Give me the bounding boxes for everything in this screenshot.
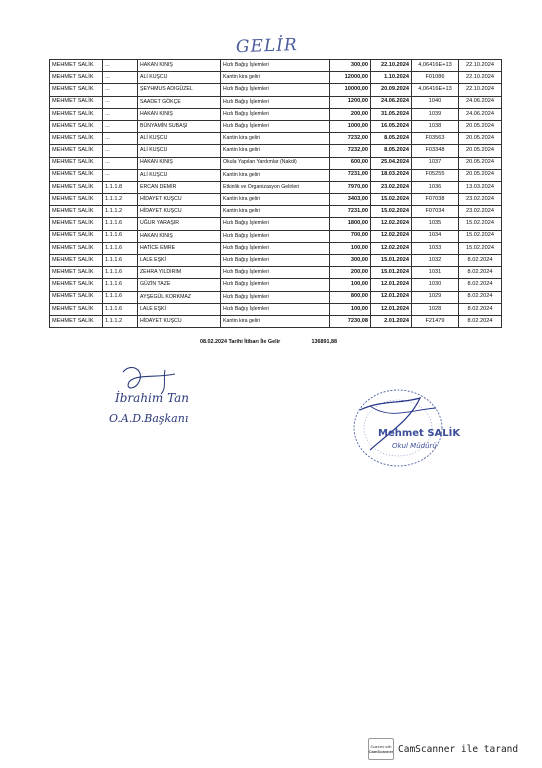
cell-record-date: 20.05.2024 xyxy=(459,120,502,132)
cell-record-date: 24.06.2024 xyxy=(459,96,502,108)
cell-name: MEHMET SALİK xyxy=(50,279,103,291)
table-row xyxy=(50,145,502,157)
cell-name: MEHMET SALİK xyxy=(50,267,103,279)
table-row xyxy=(50,157,502,169)
cell-payer: SAADET GÖKÇE xyxy=(138,96,221,108)
cell-amount: 100,00 xyxy=(330,242,371,254)
cell-name: MEHMET SALİK xyxy=(50,230,103,242)
total-line xyxy=(200,339,400,345)
cell-account-code: 1.1.1.6 xyxy=(103,242,138,254)
cell-description: Hızlı Bağış İşlemleri xyxy=(221,242,330,254)
table-row xyxy=(50,206,502,218)
cell-date: 15.02.2024 xyxy=(371,206,412,218)
cell-date: 24.06.2024 xyxy=(371,96,412,108)
cell-amount: 7231,00 xyxy=(330,169,371,181)
cell-record-date: 20.05.2024 xyxy=(459,157,502,169)
cell-name: MEHMET SALİK xyxy=(50,206,103,218)
left-signature-title: O.A.D.Başkanı xyxy=(109,412,189,425)
cell-record-date: 8.02.2024 xyxy=(459,279,502,291)
cell-amount: 100,00 xyxy=(330,279,371,291)
cell-record-date: 22.10.2024 xyxy=(459,60,502,72)
cell-account-code: ... xyxy=(103,108,138,120)
cell-payer: GÜZİN TAZE xyxy=(138,279,221,291)
cell-description: Kantin kira geliri xyxy=(221,133,330,145)
cell-receipt-no: F07038 xyxy=(412,194,459,206)
cell-amount: 1000,00 xyxy=(330,120,371,132)
cell-payer: HİDAYET KUŞCU xyxy=(138,315,221,327)
cell-receipt-no: 1033 xyxy=(412,242,459,254)
cell-record-date: 15.02.2024 xyxy=(459,218,502,230)
left-signature-name: İbrahim Tan xyxy=(115,391,190,405)
cell-name: MEHMET SALİK xyxy=(50,72,103,84)
cell-amount: 300,00 xyxy=(330,255,371,267)
table-row xyxy=(50,291,502,303)
cell-name: MEHMET SALİK xyxy=(50,84,103,96)
cell-name: MEHMET SALİK xyxy=(50,218,103,230)
income-table-body xyxy=(50,60,502,328)
cell-receipt-no: 1038 xyxy=(412,120,459,132)
cell-payer: HAKAN KINIŞ xyxy=(138,60,221,72)
cell-receipt-no: F03563 xyxy=(412,133,459,145)
cell-amount: 7232,00 xyxy=(330,133,371,145)
cell-payer: HAKAN KINIŞ xyxy=(138,157,221,169)
handwritten-title: GELİR xyxy=(235,35,299,58)
seal-title: Okul Müdürü xyxy=(392,442,437,450)
cell-record-date: 8.02.2024 xyxy=(459,267,502,279)
cell-date: 8.05.2024 xyxy=(371,145,412,157)
cell-name: MEHMET SALİK xyxy=(50,96,103,108)
cell-account-code: ... xyxy=(103,169,138,181)
cell-date: 18.03.2024 xyxy=(371,169,412,181)
cell-receipt-no: 1034 xyxy=(412,230,459,242)
cell-record-date: 8.02.2024 xyxy=(459,315,502,327)
logo-bottom-text: CamScanner xyxy=(368,748,394,754)
cell-account-code: ... xyxy=(103,96,138,108)
cell-receipt-no: 1035 xyxy=(412,218,459,230)
cell-payer: ERCAN DEMİR xyxy=(138,181,221,193)
cell-description: Hızlı Bağış İşlemleri xyxy=(221,230,330,242)
cell-account-code: 1.1.1.6 xyxy=(103,291,138,303)
cell-name: MEHMET SALİK xyxy=(50,145,103,157)
cell-name: MEHMET SALİK xyxy=(50,315,103,327)
cell-payer: ŞEYHMUS ADIGÜZEL xyxy=(138,84,221,96)
cell-name: MEHMET SALİK xyxy=(50,255,103,267)
cell-receipt-no: 4,06416E+13 xyxy=(412,60,459,72)
cell-record-date: 20.05.2024 xyxy=(459,169,502,181)
table-row xyxy=(50,84,502,96)
cell-account-code: 1.1.1.2 xyxy=(103,206,138,218)
cell-receipt-no: 1037 xyxy=(412,157,459,169)
cell-payer: ALİ KUŞCU xyxy=(138,145,221,157)
cell-amount: 600,00 xyxy=(330,157,371,169)
cell-description: Okula Yapılan Yardımlar (Nakdi) xyxy=(221,157,330,169)
cell-receipt-no: F05255 xyxy=(412,169,459,181)
cell-payer: ALİ KUŞCU xyxy=(138,169,221,181)
cell-name: MEHMET SALİK xyxy=(50,120,103,132)
cell-description: Etkinlik ve Organizasyon Gelirleri xyxy=(221,181,330,193)
cell-date: 25.04.2024 xyxy=(371,157,412,169)
table-row xyxy=(50,194,502,206)
table-row xyxy=(50,315,502,327)
cell-receipt-no: 1036 xyxy=(412,181,459,193)
cell-name: MEHMET SALİK xyxy=(50,303,103,315)
table-row xyxy=(50,120,502,132)
cell-account-code: 1.1.1.2 xyxy=(103,194,138,206)
table-row xyxy=(50,169,502,181)
cell-name: MEHMET SALİK xyxy=(50,291,103,303)
cell-account-code: 1.1.1.6 xyxy=(103,303,138,315)
cell-name: MEHMET SALİK xyxy=(50,194,103,206)
table-row xyxy=(50,133,502,145)
cell-date: 20.09.2024 xyxy=(371,84,412,96)
cell-payer: LALE EŞKİ xyxy=(138,255,221,267)
cell-record-date: 13.03.2024 xyxy=(459,181,502,193)
cell-record-date: 22.10.2024 xyxy=(459,72,502,84)
cell-record-date: 24.06.2024 xyxy=(459,108,502,120)
cell-payer: AYŞEGÜL KORKMAZ xyxy=(138,291,221,303)
cell-receipt-no: F21479 xyxy=(412,315,459,327)
cell-name: MEHMET SALİK xyxy=(50,157,103,169)
cell-date: 15.02.2024 xyxy=(371,194,412,206)
cell-amount: 7232,00 xyxy=(330,145,371,157)
cell-payer: HAKAN KINIŞ xyxy=(138,108,221,120)
cell-description: Hızlı Bağış İşlemleri xyxy=(221,84,330,96)
cell-amount: 700,00 xyxy=(330,230,371,242)
cell-amount: 3403,00 xyxy=(330,194,371,206)
cell-description: Hızlı Bağış İşlemleri xyxy=(221,267,330,279)
income-table xyxy=(49,59,502,328)
cell-description: Kantin kira geliri xyxy=(221,169,330,181)
cell-amount: 100,00 xyxy=(330,303,371,315)
table-row xyxy=(50,72,502,84)
cell-date: 15.01.2024 xyxy=(371,255,412,267)
cell-name: MEHMET SALİK xyxy=(50,60,103,72)
cell-payer: ALİ KUŞCU xyxy=(138,133,221,145)
cell-record-date: 23.02.2024 xyxy=(459,194,502,206)
cell-amount: 10000,00 xyxy=(330,84,371,96)
cell-description: Hızlı Bağış İşlemleri xyxy=(221,120,330,132)
camscanner-text: CamScanner ile tarand xyxy=(398,743,519,755)
cell-description: Kantin kira geliri xyxy=(221,194,330,206)
cell-receipt-no: 1039 xyxy=(412,108,459,120)
cell-account-code: 1.1.1.2 xyxy=(103,315,138,327)
table-row xyxy=(50,218,502,230)
cell-description: Kantin kira geliri xyxy=(221,145,330,157)
cell-account-code: 1.1.1.8 xyxy=(103,181,138,193)
seal-name: Mehmet SALİK xyxy=(378,428,460,439)
table-row xyxy=(50,96,502,108)
cell-payer: HİDAYET KUŞCU xyxy=(138,194,221,206)
cell-record-date: 8.02.2024 xyxy=(459,255,502,267)
cell-description: Hızlı Bağış İşlemleri xyxy=(221,291,330,303)
cell-date: 12.01.2024 xyxy=(371,279,412,291)
cell-amount: 200,00 xyxy=(330,108,371,120)
cell-name: MEHMET SALİK xyxy=(50,133,103,145)
cell-name: MEHMET SALİK xyxy=(50,169,103,181)
cell-payer: HİDAYET KUŞCU xyxy=(138,206,221,218)
cell-amount: 1800,00 xyxy=(330,218,371,230)
cell-payer: LALE EŞKİ xyxy=(138,303,221,315)
table-row xyxy=(50,230,502,242)
cell-account-code: 1.1.1.6 xyxy=(103,218,138,230)
cell-date: 23.02.2024 xyxy=(371,181,412,193)
cell-amount: 12000,00 xyxy=(330,72,371,84)
camscanner-logo xyxy=(368,738,394,760)
cell-date: 12.02.2024 xyxy=(371,230,412,242)
cell-date: 16.05.2024 xyxy=(371,120,412,132)
cell-description: Kantin kira geliri xyxy=(221,206,330,218)
cell-record-date: 20.05.2024 xyxy=(459,145,502,157)
cell-receipt-no: 1032 xyxy=(412,255,459,267)
cell-account-code: ... xyxy=(103,133,138,145)
cell-date: 12.02.2024 xyxy=(371,218,412,230)
cell-receipt-no: 1031 xyxy=(412,267,459,279)
cell-description: Kantin kira geliri xyxy=(221,315,330,327)
cell-account-code: 1.1.1.6 xyxy=(103,267,138,279)
cell-name: MEHMET SALİK xyxy=(50,108,103,120)
cell-date: 22.10.2024 xyxy=(371,60,412,72)
table-row xyxy=(50,242,502,254)
cell-record-date: 20.05.2024 xyxy=(459,133,502,145)
cell-receipt-no: 4,06416E+13 xyxy=(412,84,459,96)
cell-amount: 7230,08 xyxy=(330,315,371,327)
cell-description: Hızlı Bağış İşlemleri xyxy=(221,255,330,267)
cell-date: 31.05.2024 xyxy=(371,108,412,120)
cell-receipt-no: 1029 xyxy=(412,291,459,303)
cell-description: Hızlı Bağış İşlemleri xyxy=(221,303,330,315)
cell-receipt-no: 1028 xyxy=(412,303,459,315)
left-signature xyxy=(95,360,225,440)
cell-payer: BÜNYAMİN SUBAŞI xyxy=(138,120,221,132)
cell-date: 12.02.2024 xyxy=(371,242,412,254)
cell-receipt-no: F07034 xyxy=(412,206,459,218)
cell-account-code: 1.1.1.6 xyxy=(103,230,138,242)
cell-amount: 200,00 xyxy=(330,267,371,279)
logo-top-text: Scanned with xyxy=(370,744,392,749)
cell-payer: ZEHRA YILDIRIM xyxy=(138,267,221,279)
cell-receipt-no: 1040 xyxy=(412,96,459,108)
cell-date: 1.10.2024 xyxy=(371,72,412,84)
cell-name: MEHMET SALİK xyxy=(50,242,103,254)
cell-record-date: 15.02.2024 xyxy=(459,242,502,254)
cell-record-date: 15.02.2024 xyxy=(459,230,502,242)
table-row xyxy=(50,255,502,267)
cell-record-date: 8.02.2024 xyxy=(459,303,502,315)
cell-payer: UĞUR YARAŞIR xyxy=(138,218,221,230)
total-label: 08.02.2024 Tarihi İtibarı İle Gelir xyxy=(200,339,281,345)
cell-account-code: ... xyxy=(103,145,138,157)
cell-record-date: 23.02.2024 xyxy=(459,206,502,218)
cell-record-date: 22.10.2024 xyxy=(459,84,502,96)
cell-amount: 7970,00 xyxy=(330,181,371,193)
cell-account-code: ... xyxy=(103,72,138,84)
camscanner-watermark xyxy=(368,738,540,760)
cell-amount: 800,00 xyxy=(330,291,371,303)
cell-amount: 300,00 xyxy=(330,60,371,72)
cell-description: Hızlı Bağış İşlemleri xyxy=(221,96,330,108)
cell-date: 12.01.2024 xyxy=(371,303,412,315)
cell-description: Hızlı Bağış İşlemleri xyxy=(221,108,330,120)
table-row xyxy=(50,108,502,120)
cell-description: Hızlı Bağış İşlemleri xyxy=(221,279,330,291)
cell-account-code: ... xyxy=(103,120,138,132)
table-row xyxy=(50,60,502,72)
cell-account-code: 1.1.1.6 xyxy=(103,255,138,267)
cell-amount: 7231,00 xyxy=(330,206,371,218)
cell-payer: HAKAN KINIŞ xyxy=(138,230,221,242)
cell-payer: ALİ KUŞCU xyxy=(138,72,221,84)
cell-description: Hızlı Bağış İşlemleri xyxy=(221,60,330,72)
cell-description: Kantin kira geliri xyxy=(221,72,330,84)
table-row xyxy=(50,181,502,193)
total-value: 136891,88 xyxy=(311,339,337,345)
cell-name: MEHMET SALİK xyxy=(50,181,103,193)
cell-receipt-no: F03348 xyxy=(412,145,459,157)
cell-receipt-no: 1030 xyxy=(412,279,459,291)
cell-account-code: ... xyxy=(103,84,138,96)
cell-account-code: ... xyxy=(103,157,138,169)
cell-date: 2.01.2024 xyxy=(371,315,412,327)
cell-payer: HATİCE EMRE xyxy=(138,242,221,254)
cell-account-code: ... xyxy=(103,60,138,72)
cell-description: Hızlı Bağış İşlemleri xyxy=(221,218,330,230)
cell-receipt-no: F01086 xyxy=(412,72,459,84)
cell-account-code: 1.1.1.6 xyxy=(103,279,138,291)
cell-date: 8.05.2024 xyxy=(371,133,412,145)
table-row xyxy=(50,279,502,291)
cell-record-date: 8.02.2024 xyxy=(459,291,502,303)
cell-date: 15.01.2024 xyxy=(371,267,412,279)
cell-date: 12.01.2024 xyxy=(371,291,412,303)
table-row xyxy=(50,303,502,315)
cell-amount: 1200,00 xyxy=(330,96,371,108)
table-row xyxy=(50,267,502,279)
official-seal xyxy=(340,380,460,480)
